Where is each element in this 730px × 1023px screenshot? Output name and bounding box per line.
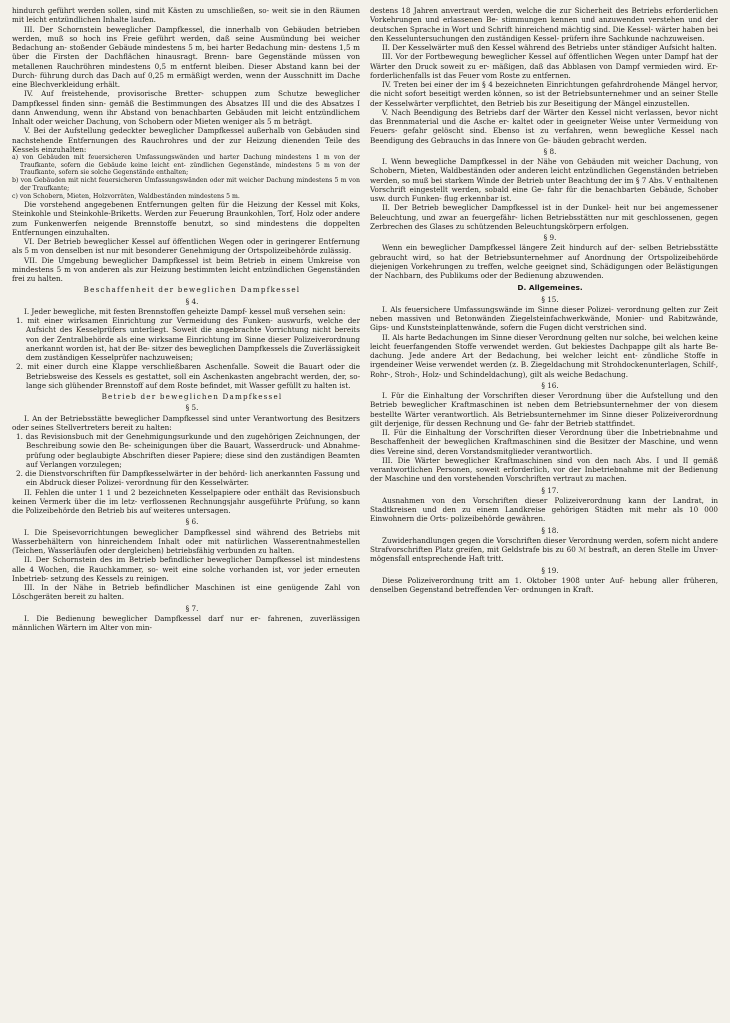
text-paragraph: Die vorstehend angegebenen Entfernungen gelten für die Heizung der Kessel mit Koks, Steinkohle und Steinkohle-Briketts. Werden zur Feuerung Braunkohlen, Torf, Holz oder andere zum Funkenwerfen neigende Brennstoffe benutzt, so sind mindestens die doppelten Entfernungen einzuhalten. [12, 200, 360, 237]
text-paragraph: II. Der Schornstein des im Betrieb befindlicher beweglicher Dampfkessel ist mindestens alle 4 Wochen, die Rauchkammer, so- weit eine solche vorhanden ist, vor jeder erneuten Inbetrieb- setzung des Kessels zu reinigen. [12, 555, 360, 583]
paragraph-number: § 8. [543, 146, 557, 156]
text-paragraph: II. Für die Einhaltung der Vorschriften dieser Verordnung über die Inbetriebnahme und Beschaffenheit der beweglichen Kraftmaschinen sind die Besitzer der Maschine, und wenn dies Vereine sind, deren Vorstandsmitglieder verantwortlich. [370, 428, 718, 456]
paragraph-number: § 19. [541, 565, 559, 575]
paragraph-number: § 6. [185, 517, 199, 527]
paragraph-number: § 4. [185, 296, 199, 306]
text-paragraph: I. Wenn bewegliche Dampfkessel in der Nähe von Gebäuden mit weicher Dachung, von Schobern, Mieten, Waldbeständen oder anderen leicht entzündlichen Gegenständen betrieben werden, so muß bei starkem Winde der Betrieb unter Beachtung der im § 7 Abs. V enthaltenen Vorschrift eingestellt werden, sobald eine Ge- fahr für die benachbarten Gebäude, Schober usw. durch Funken- flug erkennbar ist. [370, 157, 718, 203]
text-paragraph: destens 18 Jahren anvertraut werden, welche die zur Sicherheit des Betriebs erforderlichen Vorkehrungen und erlassenen Be- stimmungen kennen und anzuwenden verstehen und der deutschen Sprache in Wort und Schrift hinreichend mächtig sind. Die Kessel- wärter haben bei den Kesseluntersuchungen den zuständigen Kessel- prüfern ihre Sachkunde nachzuweisen. [370, 6, 718, 43]
text-paragraph: VI. Der Betrieb beweglicher Kessel auf öffentlichen Wegen oder in geringerer Entfernung als 5 m von denselben ist nur mit besonderer Genehmigung der Ortspolizeibehörde zulässig. [12, 237, 360, 256]
text-paragraph: hindurch geführt werden sollen, sind mit Kästen zu umschließen, so- weit sie in den Räumen mit leicht entzündlichen Inhalte laufen. [12, 6, 360, 25]
paragraph-number: § 9. [543, 233, 557, 242]
paragraph-number: § 7. [185, 603, 199, 613]
paragraph-number: § 15. [541, 294, 559, 304]
text-paragraph: I. Als feuersichere Umfassungswände im Sinne dieser Polizei- verordnung gelten zur Zeit neben massiven und Betonwänden Ziegelsteinfachwerkwände, Monier- und Rabitzwände, Gips- und Kunststeinplattenwände, sofern die Fugen dicht verstrichen sind. [370, 304, 718, 333]
text-paragraph: I. Die Bedienung beweglicher Dampfkessel darf nur er- fahrenen, zuverlässigen männlichen Wärtern im Alter von min- [12, 613, 360, 633]
text-paragraph: Wenn ein beweglicher Dampfkessel längere Zeit hindurch auf der- selben Betriebsstätte gebraucht wird, so hat der Betriebsunternehmer auf Anordnung der Ortspolizeibehörde diejenigen Vorkehrungen zu treffen, welche geeignet sind, Schädigungen oder Belästigungen der Nachbarn, des Publikums oder der Bedienung abzuwenden. [370, 243, 718, 280]
section-heading: Betrieb der beweglichen Dampfkessel [101, 392, 283, 402]
text-paragraph: V. Nach Beendigung des Betriebs darf der Wärter den Kessel nicht verlassen, bevor nicht das Brennmaterial und die Asche er- kaltet oder in geeigneter Weise unter Vermeidung von Feuers- gefahr gelöscht sind. Ebenso ist zu verfahren, wenn bewegliche Kessel nach Beendigung des Gebrauchs in das Innere von Ge- bäuden gebracht werden. [370, 107, 718, 145]
paragraph-number: § 17. [541, 485, 559, 495]
text-paragraph: IV. Auf freistehende, provisorische Bretter- schuppen zum Schutze beweglicher Dampfkessel finden sinn- gemäß die Bestimmungen des Absatzes III und die des Absatzes I dann Anwendung, wenn ihr Abstand von benachbarten Gebäuden mit leicht entzündlichem Inhalt oder weicher Dachung, von Schobern oder Mieten weniger als 5 m beträgt. [12, 89, 360, 126]
left-text-column [12, 6, 360, 1023]
paragraph-number: § 18. [541, 525, 559, 535]
text-paragraph: Diese Polizeiverordnung tritt am 1. Oktober 1908 unter Auf- hebung aller früheren, denselben Gegenstand betreffenden Ver- ordnungen in Kraft. [370, 575, 718, 594]
text-paragraph: I. Jeder bewegliche, mit festen Brennstoffen geheizte Dampf- kessel muß versehen sein: [24, 306, 346, 316]
list-item: 1. das Revisionsbuch mit der Genehmigungsurkunde und den zugehörigen Zeichnungen, der Beschreibung sowie den Be- scheinigungen über die Bauart, Wasserdruck- und Abnahme- prüfung oder beglaubigte Abschriften dieser Papiere; diese sind den zuständigen Beamten auf Verlangen vorzulegen; [16, 432, 360, 469]
text-paragraph: III. Die Wärter beweglicher Kraftmaschinen sind von den nach Abs. I und II gemäß verantwortlichen Personen, soweit erforderlich, vor der Inbetriebnahme mit der Bedienung der Maschine und den vorstehenden Vorschriften vertraut zu machen. [370, 455, 718, 484]
chapter-heading: D. Allgemeines. [517, 283, 583, 293]
paragraph-number: § 5. [185, 403, 199, 413]
paragraph-number: § 16. [541, 380, 559, 390]
sub-item: b) von Gebäuden mit nicht feuersicheren Umfassungswänden oder mit weicher Dachung mindestens 5 m von der Traufkante; [12, 177, 360, 192]
text-paragraph: III. Vor der Fortbewegung beweglicher Kessel auf öffentlichen Wegen unter Dampf hat der Wärter den Druck soweit zu er- mäßigen, daß das Abblasen von Dampf vermieden wird. Er- forderlichenfalls ist das Feuer vom Roste zu entfernen. [370, 52, 718, 80]
list-item: 1. mit einer wirksamen Einrichtung zur Vermeidung des Funken- auswurfs, welche der Aufsicht des Kesselprüfers unterliegt. Soweit die angebrachte Vorrichtung nicht bereits von der Zentralbehörde als eine wirksame Einrichtung im Sinne dieser Polizeiverordnung anerkannt worden ist, hat der Be- sitzer des beweglichen Dampfkessels die Zuverlässigkeit dem zuständigen Kesselprüfer nachzuweisen; [16, 316, 360, 363]
text-paragraph: VII. Die Umgebung beweglicher Dampfkessel ist beim Betrieb in einem Umkreise von mindestens 5 m von anderen als zur Heizung bestimmten leicht entzündlichen Gegenständen frei zu halten. [12, 255, 360, 284]
sub-item: a) von Gebäuden mit feuersicheren Umfassungswänden und harter Dachung mindestens 1 m von der Traufkante, sofern die Gebäude keine leicht ent- zündlichen Gegenstände, mindestens 5 m von der Traufkante, sofern sie solche Gegenstände enthalten; [12, 154, 360, 177]
text-paragraph: IV. Treten bei einer der im § 4 bezeichneten Einrichtungen gefahrdrohende Mängel hervor, die nicht sofort beseitigt werden können, so ist der Betriebsunternehmer und an seiner Stelle der Kesselwärter verpflichtet, den Betrieb bis zur Beseitigung der Mängel einzustellen. [370, 80, 718, 108]
section-heading: Beschaffenheit der beweglichen Dampfkessel [83, 285, 301, 295]
text-paragraph: V. Bei der Aufstellung gedeckter beweglicher Dampfkessel außerhalb von Gebäuden sind nachstehende Entfernungen des Rauchrohres und der zur Heizung dienenden Teile des Kessels einzuhalten: [12, 126, 360, 154]
list-item: 2. mit einer durch eine Klappe verschließbaren Aschenfalle. Soweit die Bauart oder die Betriebsweise des Kessels es gestattet, soll ein Aschenkasten angebracht werden, der, so- lange sich glühender Brennstoff auf dem Roste befindet, mit Wasser gefüllt zu halten ist. [16, 362, 360, 390]
text-paragraph: I. Die Speisevorrichtungen beweglicher Dampfkessel sind während des Betriebs mit Wasserbehältern von hinreichendem Inhalt oder mit natürlichen Wasserentnahmestellen (Teichen, Wasserläufen oder dergleichen) betriebsfähig verbunden zu halten. [12, 527, 360, 556]
text-paragraph: I. An der Betriebsstätte beweglicher Dampfkessel sind unter Verantwortung des Besitzers oder seines Stellvertreters bereit zu halten: [12, 413, 360, 432]
text-paragraph: II. Fehlen die unter 1 1 und 2 bezeichneten Kesselpapiere oder enthält das Revisionsbuch keinen Vermerk über die im letz- verflossenen Rechnungsjahr ausgeführte Prüfung, so kann die Polizeibehörde den Betrieb bis auf weiteres untersagen. [12, 487, 360, 516]
sub-item: c) von Schobern, Mieten, Holzvorräten, Waldbeständen mindestens 5 m. [12, 192, 240, 200]
text-paragraph: II. Der Betrieb beweglicher Dampfkessel ist in der Dunkel- heit nur bei angemessener Beleuchtung, und zwar an feuergefähr- lichen Betriebsstätten nur mit geschlossenen, gegen Zerbrechen des Glases zu schützenden Beleuchtungskörpern erfolgen. [370, 203, 718, 231]
text-paragraph: Zuwiderhandlungen gegen die Vorschriften dieser Verordnung werden, sofern nicht andere Strafvorschriften Platz greifen, mit Geldstrafe bis zu 60 ℳ bestraft, an deren Stelle im Unver- mögensfall entsprechende Haft tritt. [370, 535, 718, 564]
text-paragraph: I. Für die Einhaltung der Vorschriften dieser Verordnung über die Aufstellung und den Betrieb beweglicher Kraftmaschinen ist neben dem Betriebsunternehmer der von diesem bestellte Wärter verantwortlich. Als Betriebsunternehmer im Sinne dieser Polizeiverordnung gilt derjenige, für dessen Rechnung und Ge- fahr der Betrieb stattfindet. [370, 391, 718, 428]
right-text-column [370, 6, 718, 1023]
list-item: 2. die Dienstvorschriften für Dampfkesselwärter in der behörd- lich anerkannten Fassung und ein Abdruck dieser Polizei- verordnung für den Kesselwärter. [16, 469, 360, 488]
text-paragraph: II. Der Kesselwärter muß den Kessel während des Betriebs unter ständiger Aufsicht halten. [382, 43, 717, 52]
text-paragraph: III. In der Nähe in Betrieb befindlicher Maschinen ist eine genügende Zahl von Löschgeräten bereit zu halten. [12, 583, 360, 602]
text-paragraph: II. Als harte Bedachungen im Sinne dieser Verordnung gelten nur solche, bei welchen keine leicht feuerfangenden Stoffe verwendet werden. Gut bekiestes Dachpappe gilt als harte Be- dachung. Jede andere Art der Bedachung, bei welcher leicht ent- zündliche Stoffe in irgendeiner Weise verwendet werden (z. B. Ziegeldachung mit Strohdockenunterlagen, Schilf-, Rohr-, Stroh-, Holz- und Schindeldachung), gilt als weiche Bedachung. [370, 332, 718, 379]
text-paragraph: Ausnahmen von den Vorschriften dieser Polizeiverordnung kann der Landrat, in Stadtkreisen und den zu einem Landkreise gehörigen Städten mit mehr als 10 000 Einwohnern die Orts- polizeibehörde gewähren. [370, 495, 718, 524]
text-paragraph: III. Der Schornstein beweglicher Dampfkessel, die innerhalb von Gebäuden betrieben werden, muß so hoch ins Freie geführt werden, daß seine Ausmündung bei weicher Bedachung an- stoßender Gebäude mindestens 5 m, bei harter Bedachung min- destens 1,5 m über die Firsten der Dachflächen hinausragt. Brenn- bare Gegenstände müssen von metallenen Rauchröhren mindestens 0,5 m entfernt bleiben. Dieser Abstand kann bei der Durch- führung durch das Dach auf 0,25 m ermäßigt werden, wenn der Ausschnitt im Dache eine Blechverkleidung erhält. [12, 24, 360, 89]
